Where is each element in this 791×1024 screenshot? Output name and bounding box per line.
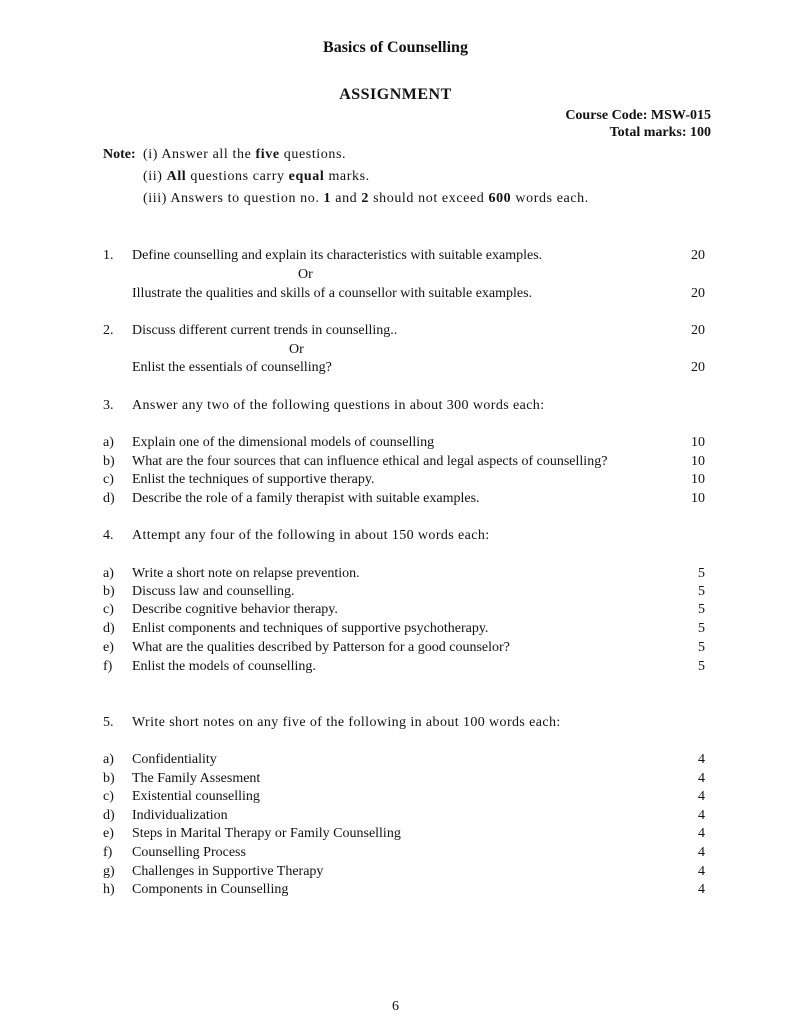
sub-question-marks: 5 xyxy=(698,621,705,636)
sub-question-letter: c) xyxy=(103,602,114,617)
document-title: Basics of Counselling xyxy=(323,39,468,56)
sub-question-letter: h) xyxy=(103,882,115,897)
sub-question-letter: a) xyxy=(103,566,114,581)
sub-question-marks: 4 xyxy=(698,826,705,841)
question-marks-alt: 20 xyxy=(691,286,705,301)
question-number: 5. xyxy=(103,715,114,730)
sub-question-letter: f) xyxy=(103,845,113,860)
sub-question-marks: 10 xyxy=(691,491,705,506)
sub-question-text: Write a short note on relapse prevention. xyxy=(132,566,360,581)
or-separator: Or xyxy=(289,342,304,357)
sub-question-letter: e) xyxy=(103,640,114,655)
sub-question-letter: c) xyxy=(103,789,114,804)
question-number: 2. xyxy=(103,323,114,338)
sub-question-text: Enlist components and techniques of supportive psychotherapy. xyxy=(132,621,489,636)
sub-question-letter: c) xyxy=(103,472,114,487)
sub-question-letter: b) xyxy=(103,454,115,469)
question-text: Discuss different current trends in counselling.. xyxy=(132,323,398,338)
note-label: Note: xyxy=(103,147,136,162)
sub-question-text: What are the qualities described by Patterson for a good counselor? xyxy=(132,640,510,655)
sub-question-marks: 4 xyxy=(698,845,705,860)
sub-question-text: Components in Counselling xyxy=(132,882,289,897)
question-marks: 20 xyxy=(691,323,705,338)
sub-question-text: Counselling Process xyxy=(132,845,246,860)
sub-question-marks: 4 xyxy=(698,752,705,767)
assignment-heading: ASSIGNMENT xyxy=(339,86,452,103)
sub-question-marks: 10 xyxy=(691,472,705,487)
sub-question-letter: a) xyxy=(103,752,114,767)
question-text: Attempt any four of the following in about 150 words each: xyxy=(132,528,490,543)
sub-question-marks: 4 xyxy=(698,882,705,897)
or-separator: Or xyxy=(298,267,313,282)
question-number: 4. xyxy=(103,528,114,543)
course-code: Course Code: MSW-015 xyxy=(565,108,711,123)
sub-question-marks: 5 xyxy=(698,566,705,581)
sub-question-text: Discuss law and counselling. xyxy=(132,584,295,599)
note-line-1: (i) Answer all the five questions. xyxy=(143,147,347,162)
question-marks-alt: 20 xyxy=(691,360,705,375)
sub-question-letter: g) xyxy=(103,864,115,879)
sub-question-marks: 10 xyxy=(691,454,705,469)
sub-question-letter: a) xyxy=(103,435,114,450)
sub-question-text: Challenges in Supportive Therapy xyxy=(132,864,324,879)
sub-question-text: Enlist the models of counselling. xyxy=(132,659,316,674)
sub-question-letter: b) xyxy=(103,771,115,786)
question-text-alt: Illustrate the qualities and skills of a counsellor with suitable examples. xyxy=(132,286,533,301)
sub-question-text: What are the four sources that can influence ethical and legal aspects of counselling? xyxy=(132,454,608,469)
note-line-3: (iii) Answers to question no. 1 and 2 should not exceed 600 words each. xyxy=(143,191,589,206)
question-text: Answer any two of the following questions in about 300 words each: xyxy=(132,398,545,413)
sub-question-marks: 4 xyxy=(698,808,705,823)
sub-question-marks: 5 xyxy=(698,584,705,599)
question-number: 1. xyxy=(103,248,114,263)
sub-question-marks: 4 xyxy=(698,789,705,804)
page-number: 6 xyxy=(392,999,399,1014)
sub-question-letter: f) xyxy=(103,659,113,674)
sub-question-text: The Family Assesment xyxy=(132,771,261,786)
sub-question-text: Describe cognitive behavior therapy. xyxy=(132,602,338,617)
sub-question-text: Steps in Marital Therapy or Family Counselling xyxy=(132,826,401,841)
sub-question-letter: d) xyxy=(103,621,115,636)
question-text: Write short notes on any five of the following in about 100 words each: xyxy=(132,715,561,730)
sub-question-marks: 5 xyxy=(698,659,705,674)
question-text-alt: Enlist the essentials of counselling? xyxy=(132,360,332,375)
sub-question-text: Confidentiality xyxy=(132,752,217,767)
question-number: 3. xyxy=(103,398,114,413)
sub-question-text: Describe the role of a family therapist with suitable examples. xyxy=(132,491,480,506)
sub-question-text: Enlist the techniques of supportive therapy. xyxy=(132,472,375,487)
sub-question-marks: 10 xyxy=(691,435,705,450)
sub-question-letter: d) xyxy=(103,491,115,506)
sub-question-marks: 4 xyxy=(698,864,705,879)
total-marks: Total marks: 100 xyxy=(609,125,711,140)
sub-question-text: Existential counselling xyxy=(132,789,260,804)
sub-question-letter: b) xyxy=(103,584,115,599)
sub-question-marks: 5 xyxy=(698,640,705,655)
sub-question-marks: 5 xyxy=(698,602,705,617)
sub-question-marks: 4 xyxy=(698,771,705,786)
sub-question-text: Individualization xyxy=(132,808,228,823)
sub-question-letter: e) xyxy=(103,826,114,841)
course-info xyxy=(565,107,711,141)
sub-question-text: Explain one of the dimensional models of counselling xyxy=(132,435,435,450)
question-marks: 20 xyxy=(691,248,705,263)
sub-question-letter: d) xyxy=(103,808,115,823)
note-line-2: (ii) All questions carry equal marks. xyxy=(143,169,370,184)
question-text: Define counselling and explain its characteristics with suitable examples. xyxy=(132,248,543,263)
